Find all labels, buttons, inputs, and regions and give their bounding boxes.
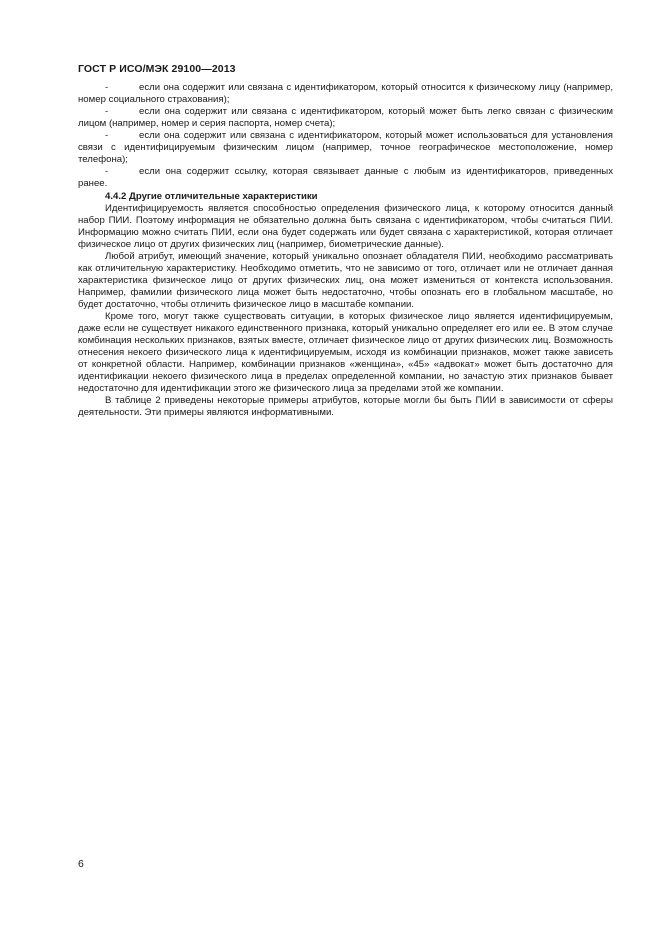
page-content xyxy=(78,82,613,419)
list-bullet: - xyxy=(105,130,109,141)
list-bullet: - xyxy=(105,166,109,177)
list-item xyxy=(78,106,613,130)
list-item-text: если она содержит или связана с идентификатором, который относится к физическому лицу (например, номер социального страхования); xyxy=(78,82,613,105)
list-item-text: если она содержит или связана с идентификатором, который может использоваться для установления связи с идентифицируемым физическим лицом (например, точное географическое местоположение, номер телефона); xyxy=(78,130,613,165)
paragraph: Любой атрибут, имеющий значение, который уникально опознает обладателя ПИИ, необходимо рассматривать как отличительную характеристику. Необходимо отметить, что не зависимо от того, отличает или не отличает данная характеристика физическое лицо от других физических лиц, она может измениться от контекста использования. Например, фамилии физического лица может быть недостаточно, чтобы опознать его в глобальном масштабе, но будет достаточно, чтобы отличить физическое лицо в масштабе компании. xyxy=(78,251,613,310)
paragraph: В таблице 2 приведены некоторые примеры атрибутов, которые могли бы быть ПИИ в зависимости от сферы деятельности. Эти примеры являются информативными. xyxy=(78,395,613,418)
section-heading: 4.4.2 Другие отличительные характеристики xyxy=(105,191,318,202)
list-item-text: если она содержит или связана с идентификатором, который может быть легко связан с физическим лицом (например, номер и серия паспорта, номер счета); xyxy=(78,106,613,129)
page-number: 6 xyxy=(78,858,84,870)
list-bullet: - xyxy=(105,106,109,117)
list-item xyxy=(78,130,613,166)
list-item-text: если она содержит ссылку, которая связывает данные с любым из идентификаторов, приведенных ранее. xyxy=(78,166,613,189)
list-bullet: - xyxy=(105,82,109,93)
list-item xyxy=(78,82,613,106)
list-item xyxy=(78,166,613,190)
document-header: ГОСТ Р ИСО/МЭК 29100—2013 xyxy=(78,63,236,75)
paragraph: Идентифицируемость является способностью определения физического лица, к которому относится данный набор ПИИ. Поэтому информация не обязательно должна быть связана с идентификатором, чтобы считаться ПИИ. Информацию можно считать ПИИ, если она будет содержать или будет связана с характеристикой, которая отличает физическое лицо от других физических лиц (например, биометрические данные). xyxy=(78,203,613,250)
paragraph: Кроме того, могут также существовать ситуации, в которых физическое лицо является идентифицируемым, даже если не существует никакого единственного признака, который уникально определяет его или ее. В этом случае комбинация нескольких признаков, взятых вместе, отличает физическое лицо от других физических лиц. Возможность отнесения некоего физического лица к идентифицируемым, исходя из комбинации признаков, может также зависеть от конкретной области. Например, комбинации признаков «женщина», «45» «адвокат» может быть достаточно для идентификации некоего физического лица в пределах определенной компании, но зачастую этих признаков бывает недостаточно для идентификации этого же физического лица за пределами этой же компании. xyxy=(78,311,613,394)
